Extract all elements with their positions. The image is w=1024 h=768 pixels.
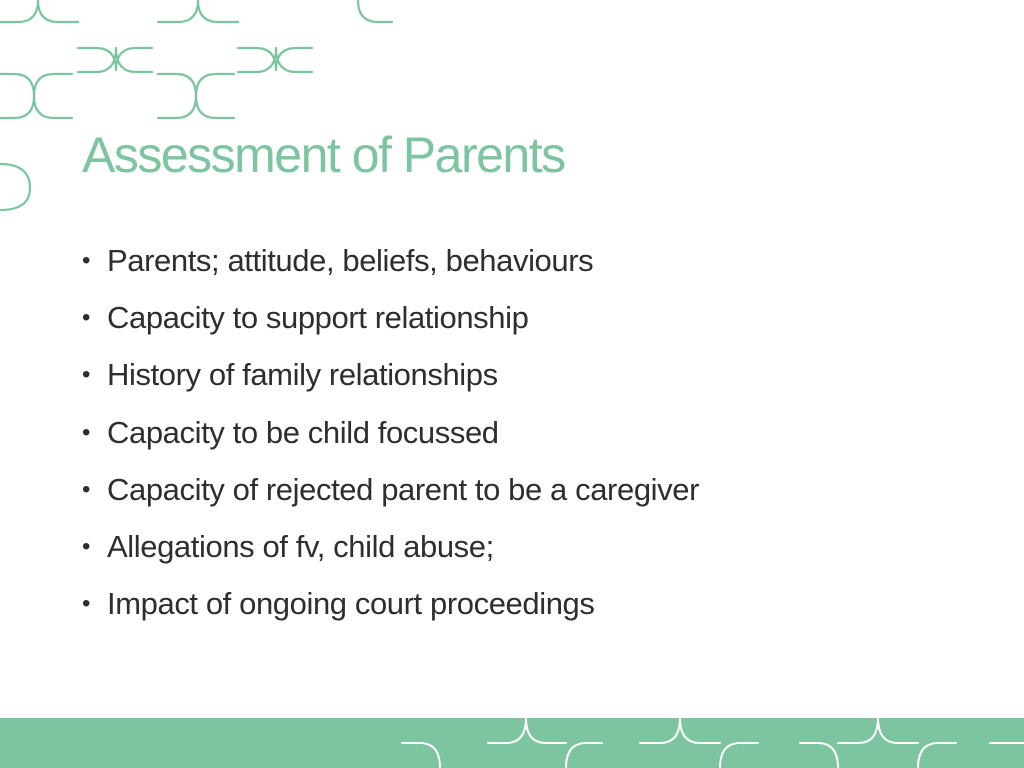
bullet-text: Capacity to be child focussed bbox=[107, 414, 499, 450]
bullet-icon: • bbox=[82, 418, 91, 446]
bullet-item bbox=[80, 575, 699, 632]
bullet-text: Capacity of rejected parent to be a caregiver bbox=[107, 471, 700, 507]
bullet-text: Parents; attitude, beliefs, behaviours bbox=[107, 243, 594, 278]
decorative-arc-pattern bbox=[0, 0, 420, 220]
bullet-text: Impact of ongoing court proceedings bbox=[107, 586, 595, 622]
bullet-icon: • bbox=[82, 475, 91, 503]
bullet-icon: • bbox=[82, 361, 91, 389]
bullet-item bbox=[80, 461, 699, 518]
bullet-text: Allegations of fv, child abuse; bbox=[107, 528, 494, 564]
bullet-text: Capacity to support relationship bbox=[107, 300, 529, 336]
bullet-icon: • bbox=[82, 532, 91, 560]
bullet-icon: • bbox=[82, 247, 91, 274]
bullet-text: History of family relationships bbox=[107, 357, 498, 393]
bullet-item bbox=[80, 518, 699, 575]
bullet-item bbox=[80, 404, 699, 461]
bullet-list bbox=[80, 232, 699, 632]
bullet-icon: • bbox=[82, 590, 91, 618]
bullet-item bbox=[80, 232, 699, 289]
bullet-item bbox=[80, 346, 699, 403]
bullet-icon: • bbox=[82, 304, 91, 332]
bullet-item bbox=[80, 289, 699, 346]
slide-title: Assessment of Parents bbox=[82, 127, 565, 183]
footer-band bbox=[0, 718, 1024, 768]
footer-wave-pattern bbox=[0, 718, 1024, 768]
